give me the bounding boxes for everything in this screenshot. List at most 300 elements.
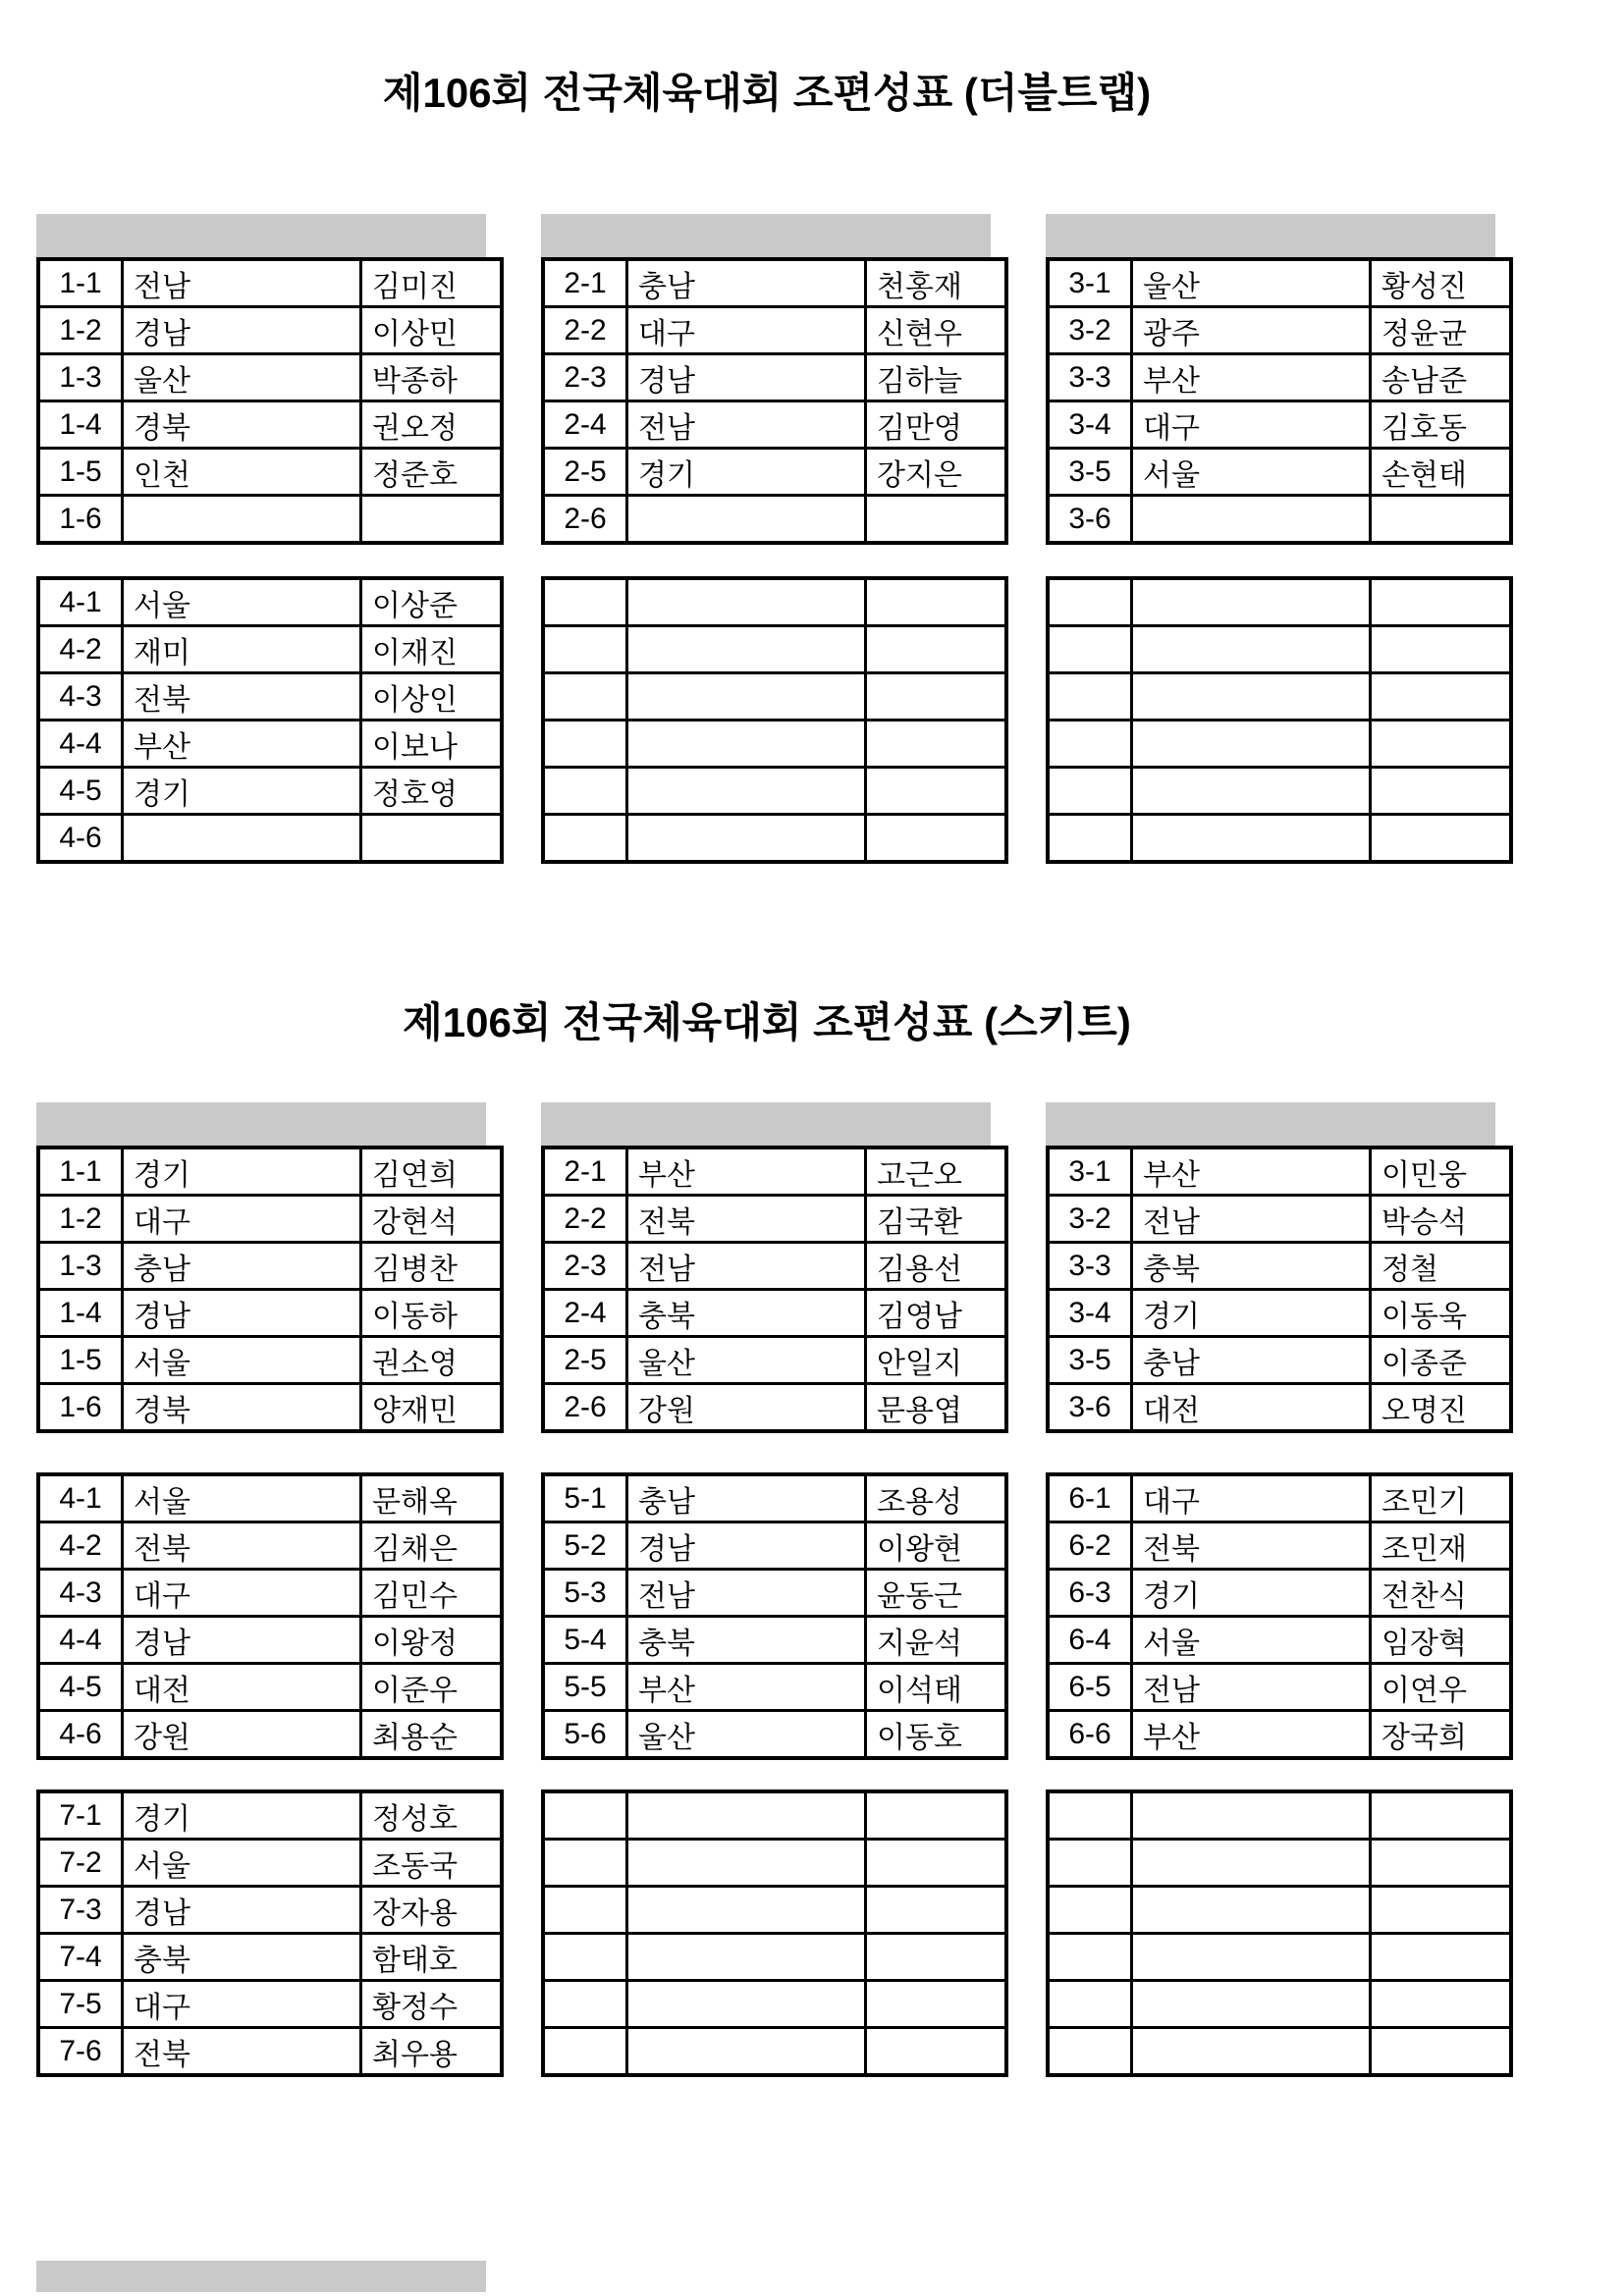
cell-group-number [543,1840,627,1887]
cell-region [627,815,866,863]
cell-region: 부산 [627,1148,866,1196]
table-row [38,1711,502,1759]
table-row [543,1290,1006,1337]
cell-name: 윤동근 [866,1570,1007,1617]
cell-name [1371,1887,1512,1934]
cell-name [1371,673,1512,721]
cell-region: 대전 [123,1664,361,1711]
cell-region: 대구 [1132,1474,1371,1522]
cell-region [1132,1791,1371,1840]
cell-group-number: 6-1 [1048,1474,1132,1522]
table-row [38,1664,502,1711]
group-table [541,1146,1008,1433]
cell-group-number [543,578,627,626]
cell-region [1132,1934,1371,1981]
table-row [543,1887,1006,1934]
cell-group-number: 4-4 [38,721,123,768]
cell-name: 김하늘 [866,354,1007,401]
cell-region: 경남 [627,354,866,401]
cell-group-number: 5-3 [543,1570,627,1617]
cell-group-number: 3-1 [1048,259,1132,307]
cell-name: 안일지 [866,1337,1007,1384]
table-row [543,1522,1006,1570]
cell-name [866,1887,1007,1934]
cell-group-number: 4-3 [38,673,123,721]
table-group [36,1472,486,1760]
group-table [1046,1146,1513,1433]
cell-name: 지윤석 [866,1617,1007,1664]
table-row [38,1290,502,1337]
table-row [543,1243,1006,1290]
group-table [541,1789,1008,2077]
cell-region: 경북 [123,401,361,449]
cell-region [1132,578,1371,626]
page-content [36,0,1497,2077]
cell-name: 권오정 [361,401,503,449]
cell-group-number: 5-1 [543,1474,627,1522]
cell-name: 고근오 [866,1148,1007,1196]
cell-name [866,2028,1007,2076]
tables-row [36,1102,1497,1433]
cell-group-number: 1-6 [38,1384,123,1432]
cell-region: 대구 [1132,401,1371,449]
cell-region: 경기 [123,1148,361,1196]
table-row [543,815,1006,863]
tables-row [36,1472,1497,1760]
table-row [1048,1384,1511,1432]
cell-region: 경기 [1132,1290,1371,1337]
cell-group-number: 1-3 [38,354,123,401]
cell-group-number [1048,1791,1132,1840]
cell-name [866,1934,1007,1981]
cell-region: 서울 [1132,449,1371,496]
cell-name: 이왕정 [361,1617,503,1664]
cell-name [1371,2028,1512,2076]
cell-group-number: 1-4 [38,1290,123,1337]
cell-region [627,1887,866,1934]
cell-region: 충북 [123,1934,361,1981]
cell-region [123,815,361,863]
cell-name: 김국환 [866,1196,1007,1243]
tables-row [36,576,1497,864]
cell-name [1371,721,1512,768]
cell-region [627,768,866,815]
cell-group-number [543,768,627,815]
cell-name: 이민웅 [1371,1148,1512,1196]
cell-region [627,2028,866,2076]
cell-region: 강원 [123,1711,361,1759]
cell-name: 황정수 [361,1981,503,2028]
cell-group-number: 3-4 [1048,401,1132,449]
cell-name: 문해옥 [361,1474,503,1522]
cell-name [361,496,503,544]
cell-name: 송남준 [1371,354,1512,401]
cell-region: 서울 [1132,1617,1371,1664]
table-row [543,449,1006,496]
cell-region: 부산 [123,721,361,768]
cell-group-number [543,721,627,768]
table-group [541,576,991,864]
cell-group-number: 2-1 [543,259,627,307]
cell-group-number: 4-2 [38,1522,123,1570]
cell-region: 전북 [123,673,361,721]
table-row [38,673,502,721]
cell-region: 부산 [627,1664,866,1711]
cell-region: 부산 [1132,1148,1371,1196]
group-table [541,257,1008,545]
table-group [1046,1789,1495,2077]
table-row [1048,307,1511,354]
cell-region: 전남 [1132,1664,1371,1711]
cell-group-number: 1-5 [38,449,123,496]
cell-region [627,496,866,544]
cell-group-number: 4-1 [38,578,123,626]
cell-name: 강현석 [361,1196,503,1243]
cell-region [123,496,361,544]
cell-name: 장자용 [361,1887,503,1934]
cell-region: 경남 [123,1290,361,1337]
table-row [38,1791,502,1840]
table-group [541,1472,991,1760]
cell-group-number [1048,673,1132,721]
cell-region: 경기 [123,1791,361,1840]
cell-region: 서울 [123,578,361,626]
table-row [543,768,1006,815]
table-group [36,1789,486,2077]
cell-region: 대구 [123,1570,361,1617]
table-row [543,626,1006,673]
cell-region: 대구 [123,1196,361,1243]
cell-region [1132,1981,1371,2028]
table-header-bar [36,214,486,257]
cell-name: 전찬식 [1371,1570,1512,1617]
cell-group-number: 4-6 [38,1711,123,1759]
cell-region: 대구 [123,1981,361,2028]
cell-region [627,1840,866,1887]
group-table [1046,257,1513,545]
cell-group-number: 3-4 [1048,1290,1132,1337]
cell-name: 함태호 [361,1934,503,1981]
cell-name [1371,578,1512,626]
cell-region: 전남 [123,259,361,307]
cell-name: 김연희 [361,1148,503,1196]
group-table [541,576,1008,864]
cell-name: 양재민 [361,1384,503,1432]
cell-name: 강지은 [866,449,1007,496]
cell-name [866,626,1007,673]
cell-region: 충남 [627,1474,866,1522]
cell-region [1132,1887,1371,1934]
cell-group-number: 3-5 [1048,449,1132,496]
cell-region: 경남 [123,1617,361,1664]
cell-region: 대전 [1132,1384,1371,1432]
table-group [1046,1472,1495,1760]
cell-name: 김병찬 [361,1243,503,1290]
cell-group-number [1048,2028,1132,2076]
cell-region [1132,721,1371,768]
cell-group-number: 2-1 [543,1148,627,1196]
cell-group-number: 2-3 [543,1243,627,1290]
table-row [38,1196,502,1243]
cell-group-number [543,1791,627,1840]
table-row [1048,1617,1511,1664]
cell-region [1132,768,1371,815]
cell-group-number: 1-2 [38,1196,123,1243]
table-row [38,496,502,544]
table-row [38,1617,502,1664]
cell-name: 최우용 [361,2028,503,2076]
table-row [38,401,502,449]
table-group [1046,1102,1495,1433]
table-row [1048,1522,1511,1570]
cell-group-number: 4-2 [38,626,123,673]
cell-group-number: 4-3 [38,1570,123,1617]
cell-region [1132,815,1371,863]
cell-name: 김채은 [361,1522,503,1570]
cell-name [1371,626,1512,673]
group-table [1046,576,1513,864]
cell-name: 이동하 [361,1290,503,1337]
cell-group-number [1048,768,1132,815]
cell-group-number [543,1887,627,1934]
cell-group-number [543,1934,627,1981]
cell-name [866,1981,1007,2028]
table-header-bar [541,1102,991,1146]
table-row [38,1522,502,1570]
cell-region [1132,496,1371,544]
table-group [36,214,486,545]
cell-group-number: 2-4 [543,1290,627,1337]
cell-region: 전북 [123,1522,361,1570]
table-row [38,1384,502,1432]
cell-group-number [1048,626,1132,673]
table-row [543,1664,1006,1711]
cell-group-number: 3-6 [1048,496,1132,544]
cell-group-number [543,2028,627,2076]
cell-group-number [543,626,627,673]
tables-row [36,214,1497,545]
cell-region [1132,1840,1371,1887]
cell-group-number: 2-5 [543,1337,627,1384]
cell-region: 광주 [1132,307,1371,354]
cell-group-number: 5-5 [543,1664,627,1711]
table-row [543,1617,1006,1664]
cell-group-number: 5-2 [543,1522,627,1570]
cell-group-number: 4-4 [38,1617,123,1664]
cell-name [1371,1981,1512,2028]
cell-name: 김미진 [361,259,503,307]
cell-name: 이연우 [1371,1664,1512,1711]
cell-name: 천홍재 [866,259,1007,307]
cell-group-number: 1-3 [38,1243,123,1290]
table-row [38,578,502,626]
cell-name [866,768,1007,815]
cell-region: 충남 [123,1243,361,1290]
cell-region: 울산 [123,354,361,401]
table-row [38,1337,502,1384]
table-row [543,1981,1006,2028]
table-row [543,1384,1006,1432]
table-group [1046,576,1495,864]
table-row [543,1840,1006,1887]
group-table [36,257,504,545]
cell-region: 경기 [123,768,361,815]
table-row [543,673,1006,721]
cell-name [866,1840,1007,1887]
group-table [541,1472,1008,1760]
table-group [541,1102,991,1433]
cell-name: 조민기 [1371,1474,1512,1522]
table-header-bar [1046,1102,1495,1146]
table-row [543,721,1006,768]
cell-region: 경남 [123,307,361,354]
cell-group-number [1048,1840,1132,1887]
table-group [36,576,486,864]
cell-region: 울산 [1132,259,1371,307]
table-row [1048,401,1511,449]
cell-group-number: 6-6 [1048,1711,1132,1759]
cell-region: 전북 [1132,1522,1371,1570]
cell-name: 권소영 [361,1337,503,1384]
cell-region: 경북 [123,1384,361,1432]
table-row [1048,1981,1511,2028]
cell-name: 이종준 [1371,1337,1512,1384]
cell-group-number: 1-5 [38,1337,123,1384]
cell-group-number: 3-3 [1048,354,1132,401]
table-row [1048,2028,1511,2076]
cell-name: 김만영 [866,401,1007,449]
cell-group-number: 7-6 [38,2028,123,2076]
cell-region: 충남 [627,259,866,307]
table-row [38,2028,502,2076]
cell-name [361,815,503,863]
group-table [36,1789,504,2077]
cell-region [627,673,866,721]
cell-name: 문용엽 [866,1384,1007,1432]
section-doubletrap [36,69,1497,864]
cell-region: 충북 [1132,1243,1371,1290]
table-row [38,354,502,401]
cell-group-number: 7-4 [38,1934,123,1981]
partial-table-header-bar [36,2261,486,2292]
table-row [1048,354,1511,401]
cell-name: 정철 [1371,1243,1512,1290]
cell-name: 박종하 [361,354,503,401]
table-group [1046,214,1495,545]
cell-region: 재미 [123,626,361,673]
cell-name: 이준우 [361,1664,503,1711]
cell-region [1132,2028,1371,2076]
cell-group-number [1048,1887,1132,1934]
cell-region: 울산 [627,1337,866,1384]
cell-region: 서울 [123,1474,361,1522]
cell-region: 전남 [627,401,866,449]
table-row [38,768,502,815]
table-row [543,1148,1006,1196]
cell-region: 전남 [627,1570,866,1617]
cell-region: 전남 [627,1243,866,1290]
cell-group-number: 7-2 [38,1840,123,1887]
table-row [1048,768,1511,815]
table-row [543,1196,1006,1243]
table-row [38,449,502,496]
cell-group-number: 2-5 [543,449,627,496]
cell-name [1371,1840,1512,1887]
table-row [1048,626,1511,673]
cell-region: 전남 [1132,1196,1371,1243]
table-row [1048,815,1511,863]
cell-group-number: 6-3 [1048,1570,1132,1617]
table-row [38,1148,502,1196]
cell-name [866,578,1007,626]
table-row [543,1474,1006,1522]
table-row [1048,1196,1511,1243]
cell-region: 충북 [627,1290,866,1337]
group-table [36,1146,504,1433]
cell-name: 이보나 [361,721,503,768]
cell-group-number: 3-2 [1048,1196,1132,1243]
table-row [38,1840,502,1887]
table-row [38,721,502,768]
cell-region: 인천 [123,449,361,496]
table-row [38,1570,502,1617]
table-row [543,1337,1006,1384]
cell-name: 정호영 [361,768,503,815]
cell-region: 강원 [627,1384,866,1432]
cell-group-number: 2-6 [543,1384,627,1432]
cell-group-number [1048,578,1132,626]
section-title-skeet: 제106회 전국체육대회 조편성표 (스키트) [403,999,1131,1045]
cell-name [1371,496,1512,544]
cell-name: 황성진 [1371,259,1512,307]
cell-name: 조민재 [1371,1522,1512,1570]
cell-region: 전북 [627,1196,866,1243]
table-row [1048,496,1511,544]
cell-group-number [543,815,627,863]
table-row [1048,1791,1511,1840]
group-table [1046,1472,1513,1760]
cell-name [1371,815,1512,863]
cell-name: 조동국 [361,1840,503,1887]
cell-region [627,1934,866,1981]
table-row [1048,449,1511,496]
table-row [38,307,502,354]
cell-group-number: 5-4 [543,1617,627,1664]
table-row [38,1981,502,2028]
cell-name [1371,768,1512,815]
cell-name: 김용선 [866,1243,1007,1290]
table-row [543,1570,1006,1617]
table-row [38,626,502,673]
table-row [543,496,1006,544]
cell-name: 이상준 [361,578,503,626]
cell-name [866,721,1007,768]
cell-group-number: 2-2 [543,307,627,354]
cell-group-number: 4-5 [38,1664,123,1711]
table-row [543,401,1006,449]
cell-name: 이상민 [361,307,503,354]
cell-group-number [1048,1934,1132,1981]
table-row [38,1474,502,1522]
cell-group-number [543,673,627,721]
table-row [1048,1474,1511,1522]
table-group [36,1102,486,1433]
cell-name: 정윤균 [1371,307,1512,354]
group-table [36,1472,504,1760]
cell-group-number: 6-2 [1048,1522,1132,1570]
cell-group-number: 1-4 [38,401,123,449]
table-row [1048,1711,1511,1759]
